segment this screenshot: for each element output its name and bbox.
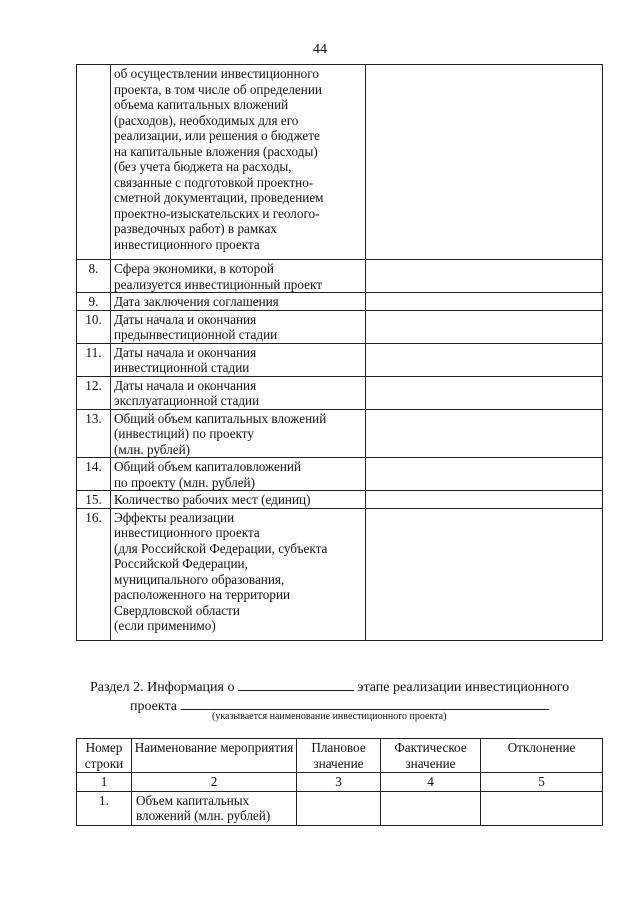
row-label: Количество рабочих мест (единиц) [111, 491, 366, 509]
column-header: Фактическое значение [381, 739, 481, 773]
column-header: Плановое значение [297, 739, 381, 773]
row-number: 12. [77, 376, 111, 409]
table-row [77, 376, 603, 409]
plan-value [297, 791, 381, 825]
project-info-table [76, 64, 603, 641]
column-number: 4 [381, 773, 481, 792]
row-value [366, 458, 603, 491]
table-row [77, 343, 603, 376]
blank-caption: (указывается наименование инвестиционного проекта) [212, 711, 447, 722]
column-header: Наименование мероприятия [132, 739, 297, 773]
row-value [366, 310, 603, 343]
row-number: 8. [77, 260, 111, 293]
column-number: 3 [297, 773, 381, 792]
row-value [366, 491, 603, 509]
row-label: Сфера экономики, в которой реализуется инвестиционный проект [111, 260, 366, 293]
row-label: Даты начала и окончания предынвестиционной стадии [111, 310, 366, 343]
page-number: 44 [313, 42, 327, 57]
row-label: Общий объем капитальных вложений (инвестиций) по проекту (млн. рублей) [111, 409, 366, 458]
row-label: Дата заключения соглашения [111, 293, 366, 311]
row-number: 15. [77, 491, 111, 509]
row-value [366, 376, 603, 409]
table-row [77, 293, 603, 311]
stage-blank-line [238, 678, 354, 691]
column-number: 2 [132, 773, 297, 792]
section-title-part1: Раздел 2. Информация о [90, 680, 235, 695]
row-value [366, 293, 603, 311]
row-label: Даты начала и окончания эксплуатационной стадии [111, 376, 366, 409]
table-row [77, 508, 603, 640]
row-value [366, 65, 603, 260]
row-number: 13. [77, 409, 111, 458]
section-title-part2: этапе реализации инвестиционного [357, 680, 570, 695]
row-value [366, 260, 603, 293]
table-row [77, 310, 603, 343]
row-value [366, 508, 603, 640]
table-row [77, 260, 603, 293]
column-header: Номер строки [77, 739, 132, 773]
fact-value [381, 791, 481, 825]
column-numbers-row [77, 773, 603, 792]
column-number: 1 [77, 773, 132, 792]
stage-activities-table [76, 738, 603, 826]
table-header-row [77, 739, 603, 773]
row-value [366, 409, 603, 458]
deviation-value [481, 791, 603, 825]
row-number: 16. [77, 508, 111, 640]
row-label: Даты начала и окончания инвестиционной стадии [111, 343, 366, 376]
table-row [77, 409, 603, 458]
table-row [77, 65, 603, 260]
column-header: Отклонение [481, 739, 603, 773]
row-number: 1. [77, 791, 132, 825]
table-row [77, 491, 603, 509]
section-title-part3: проекта [130, 699, 177, 714]
row-number: 9. [77, 293, 111, 311]
row-number: 14. [77, 458, 111, 491]
row-label: об осуществлении инвестиционного проекта, в том числе об определении объема капитальных вложений (расходов), необходимых для его реализации, или решения о бюджете на капитальные вложения (расходы) (без учета бюджета на расходы, связанные с подготовкой проектно- сметной документации, проведением проектно-изыскательских и геолого- разведочных работ) в рамках инвестиционного проекта [111, 65, 366, 260]
row-number: 11. [77, 343, 111, 376]
table-row [77, 791, 603, 825]
activity-name: Объем капитальных вложений (млн. рублей) [132, 791, 297, 825]
column-number: 5 [481, 773, 603, 792]
row-value [366, 343, 603, 376]
table-row [77, 458, 603, 491]
row-label: Общий объем капиталовложений по проекту (млн. рублей) [111, 458, 366, 491]
row-number: 10. [77, 310, 111, 343]
row-label: Эффекты реализации инвестиционного проекта (для Российской Федерации, субъекта Российской Федерации, муниципального образования, расположенного на территории Свердловской области (если применимо) [111, 508, 366, 640]
project-name-blank-line [181, 697, 549, 710]
row-number [77, 65, 111, 260]
